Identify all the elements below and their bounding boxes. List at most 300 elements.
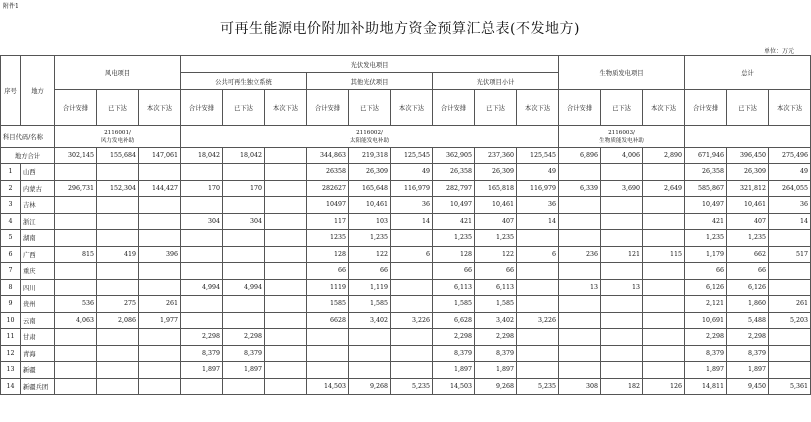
row-cell: 517 — [769, 246, 811, 263]
row-cell: 10497 — [307, 197, 349, 214]
subheader-plan: 合计安排 — [559, 90, 601, 126]
row-cell — [559, 312, 601, 329]
subheader-plan: 合计安排 — [307, 90, 349, 126]
row-cell — [55, 345, 97, 362]
row-region: 云南 — [21, 312, 55, 329]
document-title: 可再生能源电价附加补助地方资金预算汇总表(不发地方) — [220, 21, 580, 37]
row-cell — [139, 213, 181, 230]
row-cell — [139, 345, 181, 362]
row-seq: 10 — [1, 312, 21, 329]
total-cell: 671,946 — [685, 148, 727, 164]
bio-code-name: 生物质能发电补助 — [599, 137, 644, 144]
total-cell: 2,890 — [643, 148, 685, 164]
row-cell: 8,379 — [181, 345, 223, 362]
row-cell — [643, 230, 685, 247]
subheader-issued: 已下达 — [601, 90, 643, 126]
row-seq: 4 — [1, 213, 21, 230]
row-cell: 126 — [643, 378, 685, 395]
row-seq: 11 — [1, 329, 21, 346]
row-cell — [265, 246, 307, 263]
row-cell: 49 — [769, 164, 811, 181]
row-region: 青海 — [21, 345, 55, 362]
total-cell: 155,684 — [97, 148, 139, 164]
row-cell — [559, 345, 601, 362]
total-cell: 302,145 — [55, 148, 97, 164]
row-cell: 122 — [475, 246, 517, 263]
subheader-plan: 合计安排 — [685, 90, 727, 126]
row-cell: 5,361 — [769, 378, 811, 395]
row-cell: 304 — [223, 213, 265, 230]
subheader-plan: 合计安排 — [181, 90, 223, 126]
row-cell — [139, 362, 181, 379]
row-seq: 12 — [1, 345, 21, 362]
row-cell: 66 — [433, 263, 475, 280]
total-cell: 275,496 — [769, 148, 811, 164]
table-row — [1, 197, 811, 214]
row-cell: 8,379 — [475, 345, 517, 362]
row-cell — [601, 197, 643, 214]
row-cell — [349, 345, 391, 362]
row-cell: 6,113 — [433, 279, 475, 296]
header-region: 地方 — [21, 56, 55, 126]
row-cell: 396 — [139, 246, 181, 263]
table-row — [1, 312, 811, 329]
row-cell — [97, 230, 139, 247]
pv-code-number: 2116002/ — [356, 129, 383, 136]
row-cell — [601, 362, 643, 379]
row-cell: 1,585 — [349, 296, 391, 313]
total-row — [1, 148, 811, 164]
row-region: 湖南 — [21, 230, 55, 247]
row-cell: 5,203 — [769, 312, 811, 329]
total-cell: 18,042 — [223, 148, 265, 164]
row-cell — [391, 345, 433, 362]
row-cell — [517, 263, 559, 280]
row-cell: 421 — [685, 213, 727, 230]
row-cell: 1,897 — [685, 362, 727, 379]
wind-code — [55, 126, 181, 148]
total-cell: 237,360 — [475, 148, 517, 164]
row-cell: 1,179 — [685, 246, 727, 263]
row-cell — [97, 329, 139, 346]
row-cell — [601, 329, 643, 346]
row-cell: 261 — [769, 296, 811, 313]
row-cell — [265, 197, 307, 214]
row-cell — [559, 296, 601, 313]
row-cell: 14 — [769, 213, 811, 230]
row-cell: 14,811 — [685, 378, 727, 395]
row-cell: 103 — [349, 213, 391, 230]
row-region: 贵州 — [21, 296, 55, 313]
row-cell: 3,402 — [475, 312, 517, 329]
row-cell: 536 — [55, 296, 97, 313]
row-cell: 1,585 — [475, 296, 517, 313]
total-cell — [265, 148, 307, 164]
row-cell: 419 — [97, 246, 139, 263]
row-cell — [769, 263, 811, 280]
row-cell — [769, 230, 811, 247]
table-row — [1, 378, 811, 395]
attachment-label: 附件1 — [3, 3, 19, 10]
row-cell — [307, 345, 349, 362]
row-cell — [349, 329, 391, 346]
row-cell — [601, 263, 643, 280]
row-cell: 6,113 — [475, 279, 517, 296]
row-cell — [97, 279, 139, 296]
header-pv-subtotal: 光伏项目小计 — [433, 73, 559, 90]
row-cell — [517, 362, 559, 379]
row-seq: 3 — [1, 197, 21, 214]
row-seq: 9 — [1, 296, 21, 313]
row-cell — [769, 279, 811, 296]
bio-code-number: 2116003/ — [608, 129, 635, 136]
row-cell — [223, 263, 265, 280]
row-cell — [643, 312, 685, 329]
row-seq: 7 — [1, 263, 21, 280]
total-cell: 125,545 — [391, 148, 433, 164]
row-cell: 6 — [517, 246, 559, 263]
row-cell: 236 — [559, 246, 601, 263]
row-cell: 8,379 — [433, 345, 475, 362]
row-seq: 13 — [1, 362, 21, 379]
row-region: 新疆兵团 — [21, 378, 55, 395]
row-cell: 10,691 — [685, 312, 727, 329]
row-cell: 2,298 — [727, 329, 769, 346]
row-cell: 9,268 — [349, 378, 391, 395]
row-cell — [643, 279, 685, 296]
row-region: 新疆 — [21, 362, 55, 379]
code-label: 科目代码/名称 — [1, 126, 55, 148]
row-cell: 2,298 — [685, 329, 727, 346]
header-seq: 序号 — [1, 56, 21, 126]
total-cell: 362,905 — [433, 148, 475, 164]
row-cell: 6 — [391, 246, 433, 263]
total-cell: 4,006 — [601, 148, 643, 164]
row-cell — [517, 296, 559, 313]
row-cell: 10,461 — [727, 197, 769, 214]
row-cell — [769, 362, 811, 379]
row-cell: 6,628 — [433, 312, 475, 329]
pv-code-name: 太阳能发电补助 — [349, 137, 390, 144]
row-cell: 585,867 — [685, 180, 727, 197]
pv-code — [181, 126, 559, 148]
row-cell — [391, 279, 433, 296]
row-cell — [55, 378, 97, 395]
row-cell — [643, 213, 685, 230]
subheader-current: 本次下达 — [391, 90, 433, 126]
row-cell: 421 — [433, 213, 475, 230]
table-row — [1, 345, 811, 362]
row-cell: 165,818 — [475, 180, 517, 197]
row-cell: 1,897 — [475, 362, 517, 379]
row-cell: 10,461 — [349, 197, 391, 214]
row-cell: 10,461 — [475, 197, 517, 214]
row-cell — [97, 197, 139, 214]
row-cell — [601, 296, 643, 313]
row-cell: 264,055 — [769, 180, 811, 197]
row-seq: 8 — [1, 279, 21, 296]
row-cell: 14 — [517, 213, 559, 230]
row-cell — [55, 197, 97, 214]
row-cell — [55, 279, 97, 296]
row-cell — [559, 213, 601, 230]
row-cell — [55, 164, 97, 181]
row-cell: 1,235 — [349, 230, 391, 247]
row-cell — [181, 296, 223, 313]
row-cell: 14,503 — [433, 378, 475, 395]
total-cell: 396,450 — [727, 148, 769, 164]
subheader-issued: 已下达 — [349, 90, 391, 126]
row-cell: 2,086 — [97, 312, 139, 329]
row-cell: 6,126 — [685, 279, 727, 296]
row-cell: 8,379 — [727, 345, 769, 362]
row-cell: 4,063 — [55, 312, 97, 329]
row-cell: 182 — [601, 378, 643, 395]
table-row — [1, 246, 811, 263]
row-cell — [601, 312, 643, 329]
table-row — [1, 213, 811, 230]
row-cell — [97, 362, 139, 379]
subheader-row — [1, 90, 811, 126]
row-cell — [55, 329, 97, 346]
row-cell: 165,648 — [349, 180, 391, 197]
row-cell — [307, 362, 349, 379]
row-cell — [601, 230, 643, 247]
row-seq: 5 — [1, 230, 21, 247]
row-cell: 2,298 — [475, 329, 517, 346]
row-cell — [97, 378, 139, 395]
row-cell — [517, 329, 559, 346]
row-cell — [139, 263, 181, 280]
row-cell: 5,235 — [391, 378, 433, 395]
row-cell — [517, 345, 559, 362]
row-cell: 9,268 — [475, 378, 517, 395]
row-cell: 261 — [139, 296, 181, 313]
row-cell — [559, 263, 601, 280]
row-cell — [265, 180, 307, 197]
row-cell: 26,309 — [349, 164, 391, 181]
row-cell: 121 — [601, 246, 643, 263]
row-cell — [223, 378, 265, 395]
row-cell — [223, 246, 265, 263]
row-cell — [55, 213, 97, 230]
row-cell: 6,339 — [559, 180, 601, 197]
row-region: 吉林 — [21, 197, 55, 214]
row-cell: 14,503 — [307, 378, 349, 395]
row-cell — [643, 329, 685, 346]
header-biomass: 生物质发电项目 — [559, 56, 685, 90]
row-cell — [139, 378, 181, 395]
row-cell: 2,298 — [223, 329, 265, 346]
row-cell: 275 — [97, 296, 139, 313]
row-cell: 66 — [727, 263, 769, 280]
row-region: 重庆 — [21, 263, 55, 280]
row-region: 山西 — [21, 164, 55, 181]
row-cell — [559, 329, 601, 346]
row-region: 浙江 — [21, 213, 55, 230]
row-cell — [97, 213, 139, 230]
row-cell: 304 — [181, 213, 223, 230]
row-cell: 13 — [559, 279, 601, 296]
row-cell: 4,994 — [223, 279, 265, 296]
row-cell — [517, 230, 559, 247]
row-cell — [601, 213, 643, 230]
row-cell: 282627 — [307, 180, 349, 197]
unit-label: 单位：万元 — [763, 48, 794, 55]
row-cell — [181, 246, 223, 263]
row-cell: 1,235 — [433, 230, 475, 247]
row-cell — [265, 279, 307, 296]
row-region: 甘肃 — [21, 329, 55, 346]
row-region: 四川 — [21, 279, 55, 296]
row-cell — [265, 378, 307, 395]
row-cell: 308 — [559, 378, 601, 395]
table-row — [1, 329, 811, 346]
row-cell — [181, 197, 223, 214]
row-seq: 1 — [1, 164, 21, 181]
code-row — [1, 126, 811, 148]
row-cell — [391, 362, 433, 379]
row-cell: 1119 — [307, 279, 349, 296]
row-cell — [391, 329, 433, 346]
row-cell — [181, 164, 223, 181]
row-cell: 128 — [307, 246, 349, 263]
row-cell: 2,121 — [685, 296, 727, 313]
row-cell: 1,897 — [181, 362, 223, 379]
row-cell — [181, 378, 223, 395]
subheader-current: 本次下达 — [139, 90, 181, 126]
row-cell: 152,304 — [97, 180, 139, 197]
row-seq: 6 — [1, 246, 21, 263]
row-cell: 66 — [685, 263, 727, 280]
table-row — [1, 263, 811, 280]
row-cell — [559, 362, 601, 379]
row-cell — [391, 230, 433, 247]
table-row — [1, 362, 811, 379]
row-cell — [97, 263, 139, 280]
subheader-current: 本次下达 — [517, 90, 559, 126]
row-cell: 26,309 — [475, 164, 517, 181]
row-cell: 1,860 — [727, 296, 769, 313]
row-seq: 14 — [1, 378, 21, 395]
row-cell: 1,977 — [139, 312, 181, 329]
row-cell: 66 — [475, 263, 517, 280]
row-cell — [391, 263, 433, 280]
budget-table — [0, 55, 811, 395]
row-cell — [55, 230, 97, 247]
subheader-current: 本次下达 — [265, 90, 307, 126]
row-cell: 1,235 — [685, 230, 727, 247]
row-cell: 4,994 — [181, 279, 223, 296]
row-cell — [55, 362, 97, 379]
row-cell: 2,298 — [181, 329, 223, 346]
row-cell: 5,488 — [727, 312, 769, 329]
total-cell: 18,042 — [181, 148, 223, 164]
table-row — [1, 279, 811, 296]
row-cell: 13 — [601, 279, 643, 296]
row-cell — [223, 164, 265, 181]
row-cell — [265, 296, 307, 313]
row-cell — [601, 164, 643, 181]
row-cell — [265, 230, 307, 247]
row-cell: 1,897 — [433, 362, 475, 379]
row-cell: 1,897 — [727, 362, 769, 379]
total-cell: 6,896 — [559, 148, 601, 164]
row-cell: 407 — [727, 213, 769, 230]
table-row — [1, 164, 811, 181]
row-cell: 1,119 — [349, 279, 391, 296]
row-cell — [55, 263, 97, 280]
row-cell — [139, 197, 181, 214]
row-cell — [559, 164, 601, 181]
row-cell: 66 — [349, 263, 391, 280]
total-code-empty — [685, 126, 811, 148]
row-cell: 49 — [517, 164, 559, 181]
row-cell: 6628 — [307, 312, 349, 329]
row-cell — [517, 279, 559, 296]
row-cell — [181, 230, 223, 247]
row-cell — [139, 329, 181, 346]
row-cell: 5,235 — [517, 378, 559, 395]
subheader-plan: 合计安排 — [433, 90, 475, 126]
row-cell: 407 — [475, 213, 517, 230]
table-row — [1, 180, 811, 197]
row-cell: 1585 — [307, 296, 349, 313]
subheader-issued: 已下达 — [475, 90, 517, 126]
row-cell: 26358 — [307, 164, 349, 181]
row-cell — [265, 312, 307, 329]
row-region: 内蒙古 — [21, 180, 55, 197]
row-cell — [223, 230, 265, 247]
row-cell — [139, 279, 181, 296]
total-label: 地方合计 — [1, 148, 55, 164]
total-cell: 147,061 — [139, 148, 181, 164]
subheader-issued: 已下达 — [727, 90, 769, 126]
row-region: 广西 — [21, 246, 55, 263]
row-cell — [223, 296, 265, 313]
row-cell — [643, 164, 685, 181]
row-cell: 3,226 — [391, 312, 433, 329]
row-cell: 26,358 — [685, 164, 727, 181]
row-cell — [265, 213, 307, 230]
row-cell: 6,126 — [727, 279, 769, 296]
row-cell: 282,797 — [433, 180, 475, 197]
total-cell: 125,545 — [517, 148, 559, 164]
row-cell — [559, 197, 601, 214]
row-cell — [265, 345, 307, 362]
total-cell: 344,863 — [307, 148, 349, 164]
header-total: 总计 — [685, 56, 811, 90]
row-cell: 117 — [307, 213, 349, 230]
row-cell: 128 — [433, 246, 475, 263]
row-cell — [223, 197, 265, 214]
row-cell — [97, 164, 139, 181]
subheader-current: 本次下达 — [643, 90, 685, 126]
row-cell — [769, 345, 811, 362]
row-cell: 49 — [391, 164, 433, 181]
header-pv-other: 其他光伏项目 — [307, 73, 433, 90]
header-wind: 风电项目 — [55, 56, 181, 90]
row-cell — [769, 329, 811, 346]
row-cell — [643, 263, 685, 280]
row-cell: 26,358 — [433, 164, 475, 181]
row-cell: 36 — [769, 197, 811, 214]
row-cell — [391, 296, 433, 313]
row-cell — [643, 197, 685, 214]
row-cell — [97, 345, 139, 362]
bio-code — [559, 126, 685, 148]
row-cell — [181, 263, 223, 280]
